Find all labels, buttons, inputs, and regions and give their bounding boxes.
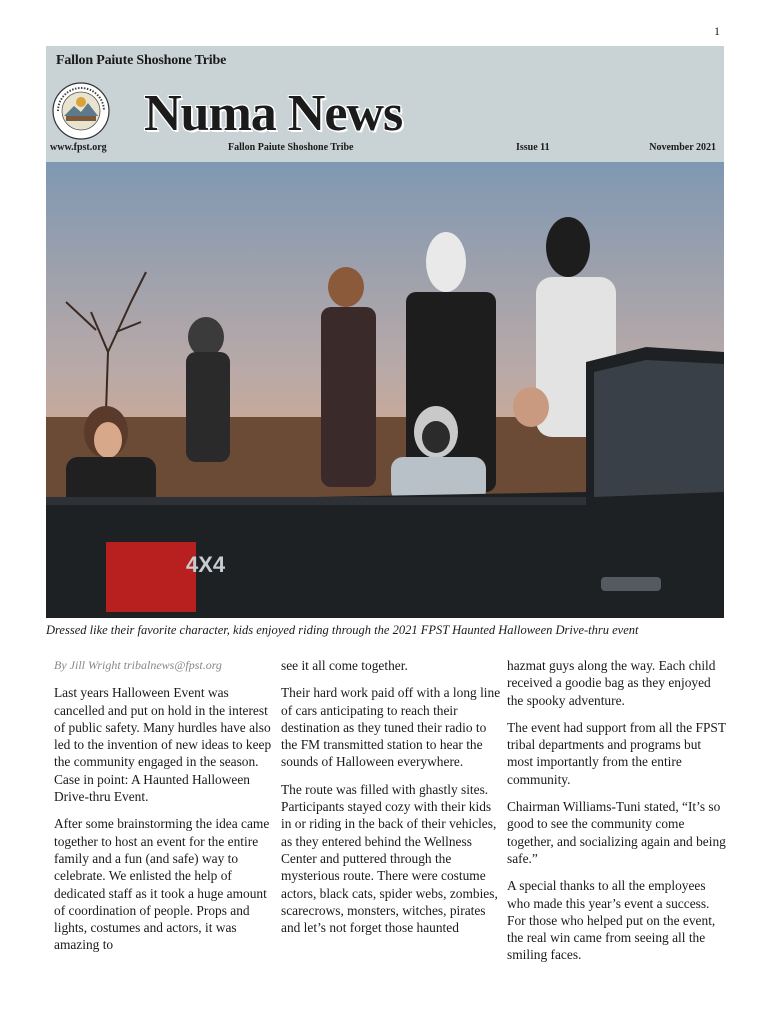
halloween-photo — [46, 162, 724, 618]
paragraph: Last years Halloween Event was cancelled and put on hold in the interest of public safety. Many hurdles have also led to the invention of new ideas to keep the community engaged in the season. Case in point: A Haunted Halloween Drive-thru Event. — [54, 685, 272, 805]
article-column-1 — [54, 657, 274, 964]
byline: By Jill Wright tribalnews@fpst.org — [54, 658, 222, 672]
tribal-seal-logo — [52, 82, 110, 140]
paragraph: see it all come together. — [281, 658, 408, 673]
tribe-name-top: Fallon Paiute Shoshone Tribe — [56, 53, 227, 68]
paragraph: Their hard work paid off with a long line of cars anticipating to reach their destination as they tuned their radio to the FM transmitted station to hear the sounds of Halloween everywhere. — [281, 685, 501, 770]
article-column-2 — [281, 657, 501, 946]
article-column-3 — [507, 657, 727, 974]
masthead — [46, 46, 724, 162]
tribe-name-line: Fallon Paiute Shoshone Tribe — [228, 142, 354, 153]
issue-date: November 2021 — [649, 142, 716, 153]
paragraph: The route was filled with ghastly sites. Participants stayed cozy with their kids in or riding in the back of their vehicles, as they entered behind the Wellness Center and puttered through the mysterious route. There were costume actors, black cats, spider webs, zombies, scarecrows, monsters, witches, pirates and let’s not forget those haunted — [281, 781, 498, 936]
paragraph: Chairman Williams-Tuni stated, “It’s so good to see the community come together, and socializing again and being safe.” — [507, 799, 726, 866]
issue-number: Issue 11 — [516, 142, 550, 153]
photo-caption: Dressed like their favorite character, kids enjoyed riding through the 2021 FPST Haunted Halloween Drive-thru event — [46, 623, 639, 637]
page-number: 1 — [714, 24, 720, 38]
paragraph: A special thanks to all the employees who made this year’s event a success. For those who helped put on the event, the real win came from seeing all the smiling faces. — [507, 878, 716, 963]
paragraph: After some brainstorming the idea came together to host an event for the entire family and a fun (and safe) way to celebrate. We enlisted the help of dedicated staff as it took a huge amount of coordination of people. Props and lights, costumes and actors, it was amazing to — [54, 816, 270, 953]
paragraph: The event had support from all the FPST tribal departments and programs but most importantly from the entire community. — [507, 719, 726, 787]
truck-badge: 4X4 — [186, 552, 226, 577]
newsletter-title: Numa News — [144, 85, 403, 142]
website-url: www.fpst.org — [50, 142, 107, 153]
paragraph: hazmat guys along the way. Each child received a goodie bag as they enjoyed the spooky adventure. — [507, 658, 716, 708]
